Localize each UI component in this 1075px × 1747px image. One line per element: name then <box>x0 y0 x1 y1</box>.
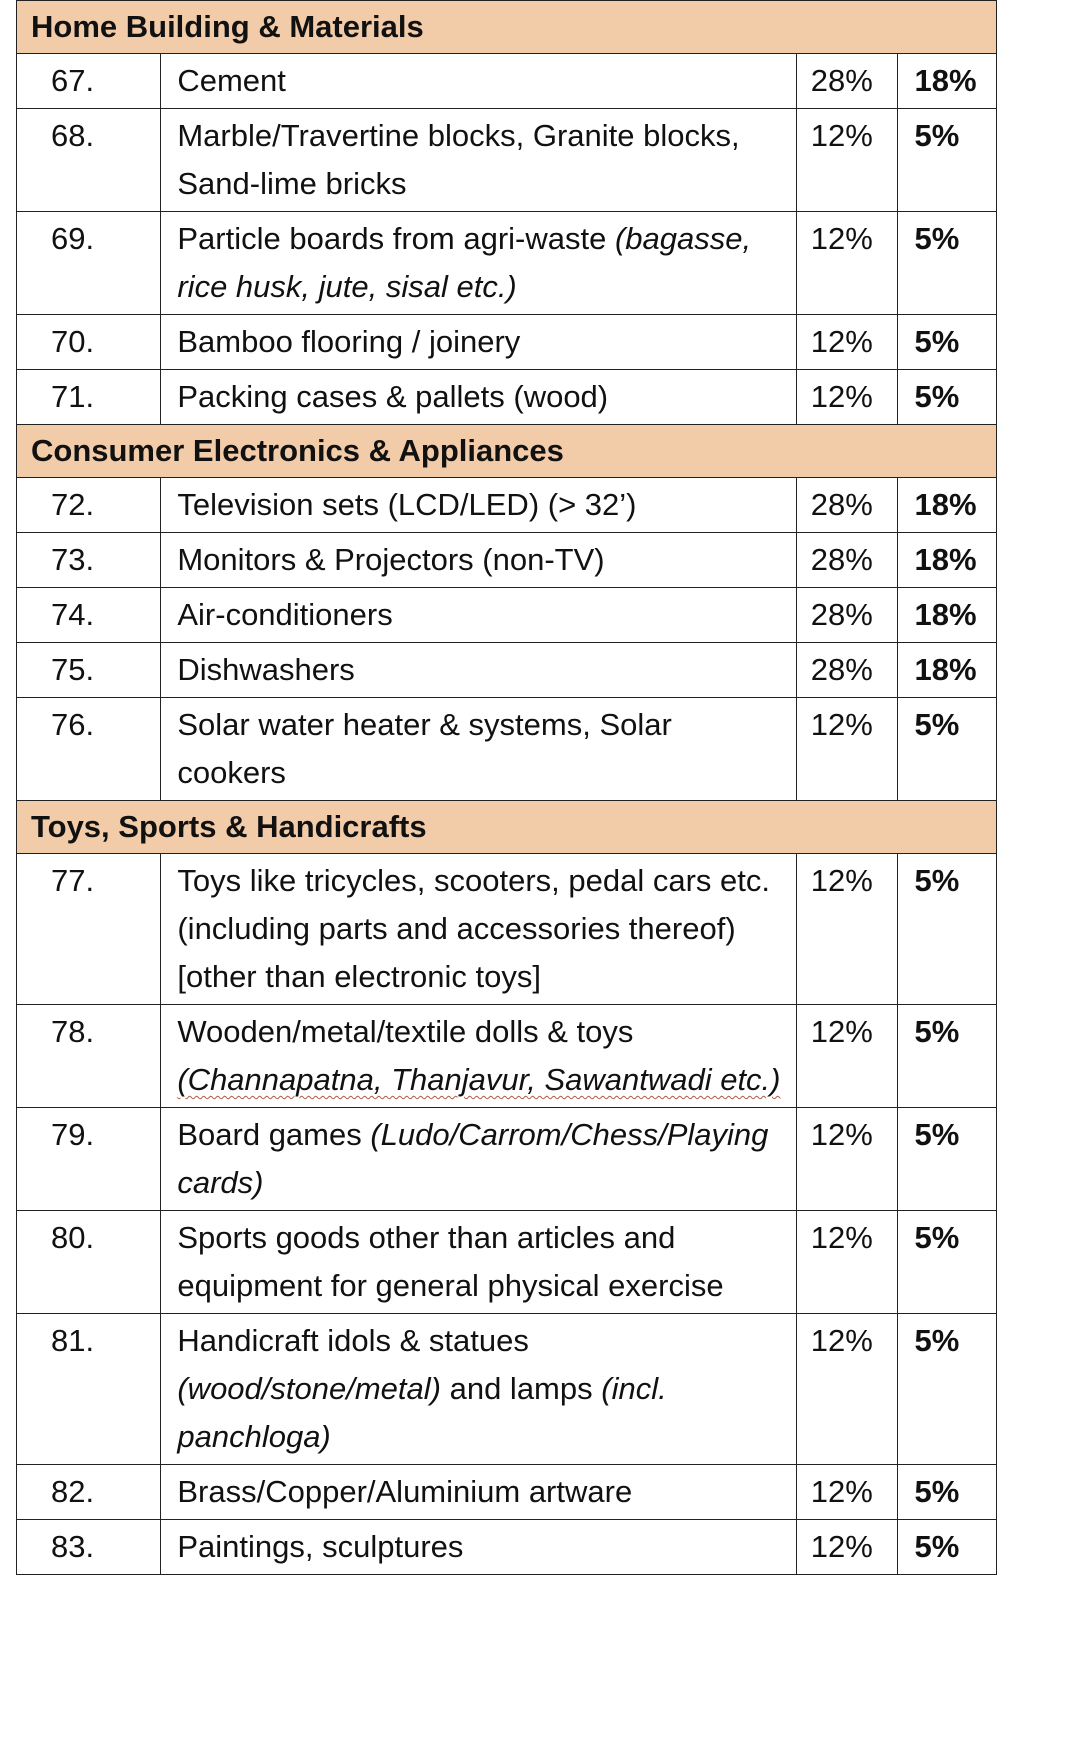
old-rate: 12% <box>796 854 898 1005</box>
section-header-row <box>17 801 997 854</box>
item-description: Monitors & Projectors (non-TV) <box>161 533 796 588</box>
table-row <box>17 370 997 425</box>
old-rate: 12% <box>796 698 898 801</box>
serial-number: 77. <box>17 854 161 1005</box>
old-rate: 28% <box>796 643 898 698</box>
new-rate: 5% <box>898 854 997 1005</box>
item-description: Toys like tricycles, scooters, pedal cars etc. (including parts and accessories thereof) [other than electronic toys] <box>161 854 796 1005</box>
item-description: Brass/Copper/Aluminium artware <box>161 1465 796 1520</box>
description-text: Particle boards from agri-waste <box>177 221 615 256</box>
serial-number: 78. <box>17 1005 161 1108</box>
item-description: Marble/Travertine blocks, Granite blocks, Sand-lime bricks <box>161 109 796 212</box>
table-row <box>17 1005 997 1108</box>
old-rate: 12% <box>796 1211 898 1314</box>
old-rate: 28% <box>796 588 898 643</box>
section-title: Home Building & Materials <box>17 1 997 54</box>
description-italic: (bagasse, rice husk, jute, sisal etc.) <box>177 221 752 304</box>
description-text: Board games <box>177 1117 371 1152</box>
description-text: Handicraft idols & statues <box>177 1323 529 1358</box>
table-row <box>17 1520 997 1575</box>
table-row <box>17 1314 997 1465</box>
description-italic: (wood/stone/metal) <box>177 1371 441 1406</box>
gst-rate-table <box>16 0 997 1575</box>
serial-number: 68. <box>17 109 161 212</box>
new-rate: 5% <box>898 1465 997 1520</box>
serial-number: 83. <box>17 1520 161 1575</box>
serial-number: 80. <box>17 1211 161 1314</box>
old-rate: 12% <box>796 109 898 212</box>
table-row <box>17 212 997 315</box>
description-text: and lamps <box>440 1371 602 1406</box>
serial-number: 73. <box>17 533 161 588</box>
new-rate: 5% <box>898 1520 997 1575</box>
serial-number: 70. <box>17 315 161 370</box>
old-rate: 12% <box>796 315 898 370</box>
new-rate: 18% <box>898 588 997 643</box>
new-rate: 18% <box>898 478 997 533</box>
section-header-row <box>17 425 997 478</box>
table-row <box>17 854 997 1005</box>
item-description: Paintings, sculptures <box>161 1520 796 1575</box>
description-italic: (Channapatna, Thanjavur, Sawantwadi etc.) <box>177 1062 781 1097</box>
table-row <box>17 1465 997 1520</box>
old-rate: 12% <box>796 1108 898 1211</box>
new-rate: 5% <box>898 1211 997 1314</box>
old-rate: 12% <box>796 370 898 425</box>
item-description <box>161 212 796 315</box>
table-row <box>17 533 997 588</box>
old-rate: 12% <box>796 1520 898 1575</box>
new-rate: 5% <box>898 109 997 212</box>
section-header-row <box>17 1 997 54</box>
old-rate: 12% <box>796 1465 898 1520</box>
table-row <box>17 54 997 109</box>
new-rate: 5% <box>898 1314 997 1465</box>
new-rate: 5% <box>898 212 997 315</box>
new-rate: 5% <box>898 1108 997 1211</box>
item-description: Dishwashers <box>161 643 796 698</box>
table-row <box>17 109 997 212</box>
item-description: Sports goods other than articles and equipment for general physical exercise <box>161 1211 796 1314</box>
description-text: Wooden/metal/textile dolls & toys <box>177 1014 634 1049</box>
new-rate: 18% <box>898 533 997 588</box>
old-rate: 28% <box>796 478 898 533</box>
table-row <box>17 643 997 698</box>
serial-number: 71. <box>17 370 161 425</box>
table-row <box>17 698 997 801</box>
description-italic: (Ludo/Carrom/Chess/Playing cards) <box>177 1117 769 1200</box>
new-rate: 5% <box>898 370 997 425</box>
item-description: Television sets (LCD/LED) (> 32’) <box>161 478 796 533</box>
table-row <box>17 1108 997 1211</box>
item-description: Solar water heater & systems, Solar cookers <box>161 698 796 801</box>
old-rate: 28% <box>796 533 898 588</box>
serial-number: 74. <box>17 588 161 643</box>
serial-number: 81. <box>17 1314 161 1465</box>
item-description: Air-conditioners <box>161 588 796 643</box>
item-description <box>161 1005 796 1108</box>
old-rate: 12% <box>796 1314 898 1465</box>
table-row <box>17 315 997 370</box>
item-description: Cement <box>161 54 796 109</box>
new-rate: 5% <box>898 1005 997 1108</box>
serial-number: 79. <box>17 1108 161 1211</box>
serial-number: 69. <box>17 212 161 315</box>
serial-number: 76. <box>17 698 161 801</box>
table-row <box>17 588 997 643</box>
item-description <box>161 1108 796 1211</box>
item-description: Packing cases & pallets (wood) <box>161 370 796 425</box>
new-rate: 18% <box>898 643 997 698</box>
item-description <box>161 1314 796 1465</box>
table-row <box>17 1211 997 1314</box>
section-title: Consumer Electronics & Appliances <box>17 425 997 478</box>
table-row <box>17 478 997 533</box>
item-description: Bamboo flooring / joinery <box>161 315 796 370</box>
serial-number: 82. <box>17 1465 161 1520</box>
section-title: Toys, Sports & Handicrafts <box>17 801 997 854</box>
old-rate: 12% <box>796 212 898 315</box>
serial-number: 72. <box>17 478 161 533</box>
new-rate: 5% <box>898 698 997 801</box>
old-rate: 28% <box>796 54 898 109</box>
new-rate: 5% <box>898 315 997 370</box>
description-italic: (incl. panchloga) <box>177 1371 667 1454</box>
old-rate: 12% <box>796 1005 898 1108</box>
serial-number: 75. <box>17 643 161 698</box>
serial-number: 67. <box>17 54 161 109</box>
new-rate: 18% <box>898 54 997 109</box>
